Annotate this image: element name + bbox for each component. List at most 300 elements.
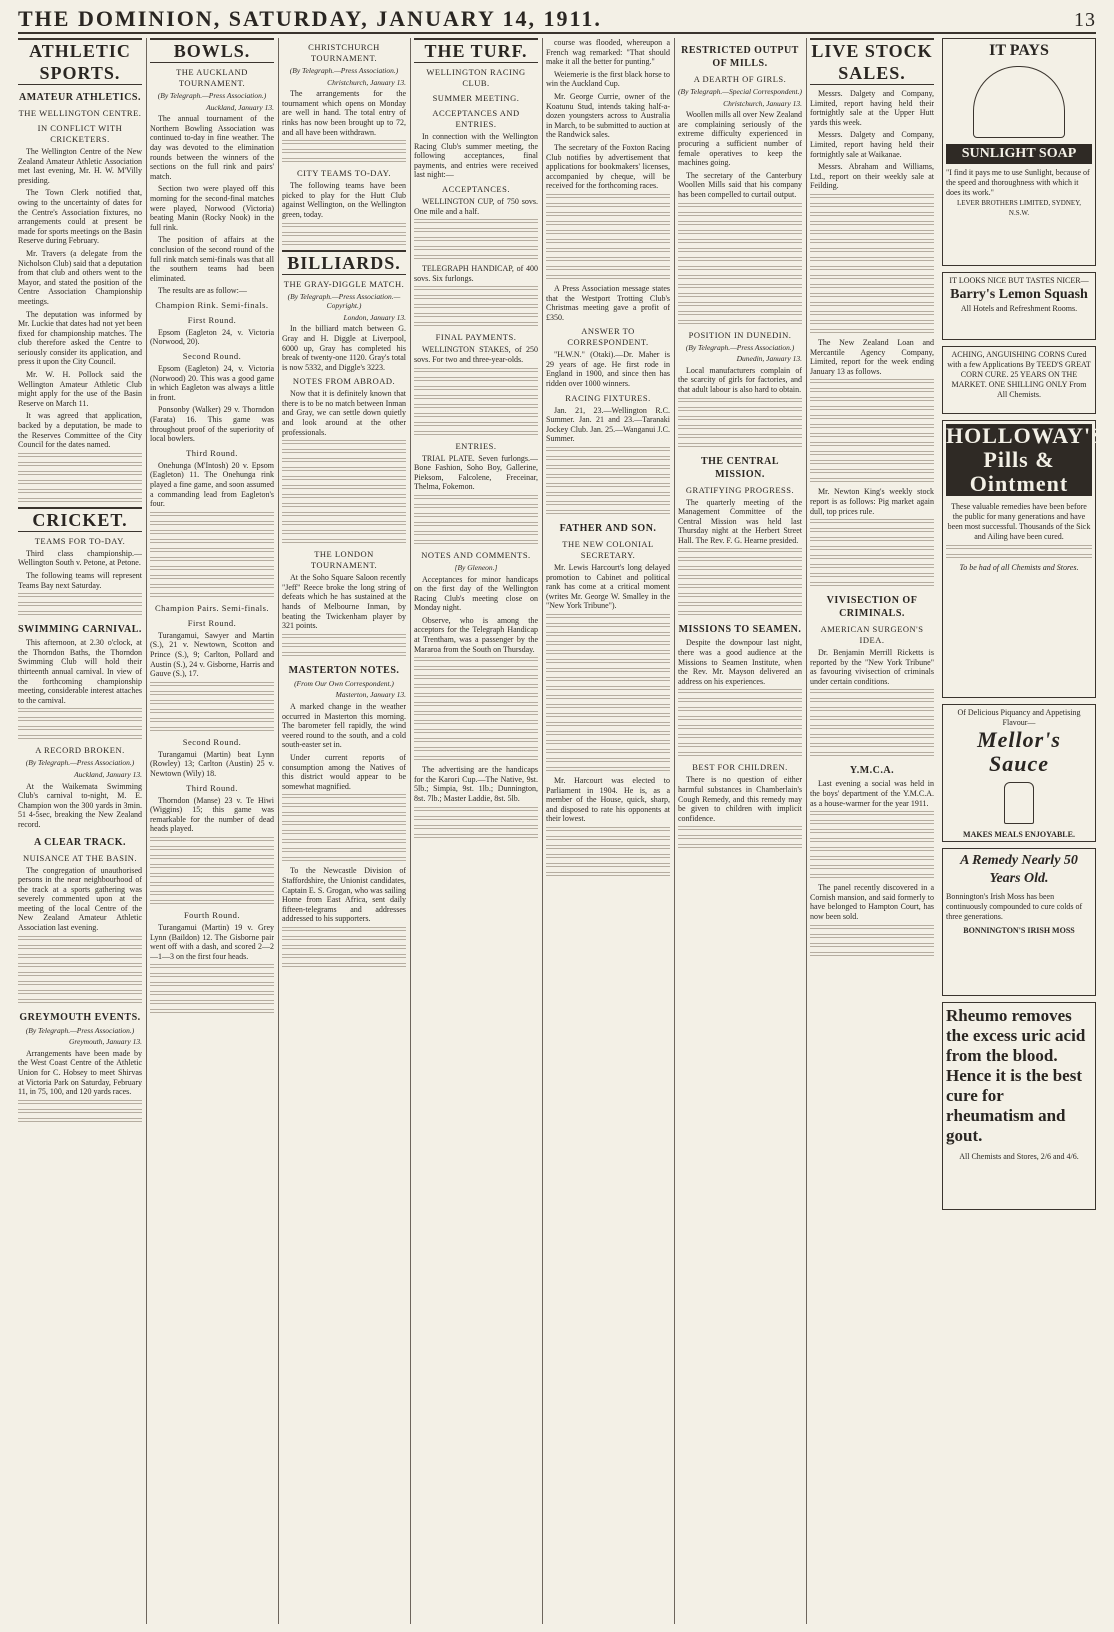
illegible-text [18, 717, 142, 723]
illegible-text [282, 149, 406, 155]
illegible-text [810, 752, 934, 758]
illegible-text [810, 564, 934, 570]
sub-headline: First Round. [187, 314, 237, 325]
paragraph: Onehunga (M'Intosh) 20 v. Epsom (Eagleton) 11. The Onehunga rink played a fine game, and soon assumed a commanding lead from Eagleton's four. [150, 460, 274, 509]
illegible-text [546, 695, 670, 701]
illegible-text [810, 257, 934, 263]
illegible-text [678, 707, 802, 713]
illegible-text [546, 836, 670, 842]
illegible-text [810, 388, 934, 394]
illegible-text [546, 230, 670, 236]
illegible-text [546, 650, 670, 656]
illegible-text [678, 835, 802, 841]
paragraph: Mr. Harcourt was elected to Parliament in 1904. He is, as a member of the House, quick, sharp, and disposed to rate his opponents at their lowest. [546, 776, 670, 824]
paragraph: The advertising are the handicaps for the Karori Cup.—The Native, 9st. 5lb.; Simpia, 9st. 1lb.; Dunnington, 8st. 7lb.; Master Laddie, 8st. 5lb. [414, 765, 538, 804]
illegible-text [546, 659, 670, 665]
illegible-text [810, 734, 934, 740]
illegible-text [678, 230, 802, 236]
illegible-text [282, 821, 406, 827]
illegible-text [282, 530, 406, 536]
section-heading: ATHLETIC SPORTS. [18, 38, 142, 85]
byline: (By Telegraph.—Press Association.) [157, 91, 267, 100]
paragraph: Mr. Lewis Harcourt's long delayed promotion to Cabinet and political rank has come at a critical moment (writes Mr. George W. Smalley in the "New York Tribune"). [546, 563, 670, 611]
illegible-text [810, 379, 934, 385]
illegible-text [150, 891, 274, 897]
illegible-text [546, 845, 670, 851]
illegible-text [18, 726, 142, 732]
illegible-text [150, 718, 274, 724]
illegible-text [810, 874, 934, 880]
paragraph: Messrs. Dalgety and Company, Limited, report having held their fortnightly sale at the Upper Hutt yards this week. [810, 89, 934, 127]
paragraph: Woollen mills all over New Zealand are complaining seriously of the extreme difficulty experienced in procuring a sufficient number of female operatives to keep the machines going. [678, 110, 802, 168]
illegible-text [546, 465, 670, 471]
sub-headline: A DEARTH OF GIRLS. [693, 74, 787, 84]
sub-headline: FINAL PAYMENTS. [435, 332, 517, 343]
section-heading: THE TURF. [414, 38, 538, 63]
illegible-text [414, 657, 538, 663]
illegible-text [414, 237, 538, 243]
illegible-text [546, 248, 670, 254]
sub-headline: RACING FIXTURES. [565, 392, 651, 403]
sub-headline: THE NEW COLONIAL SECRETARY. [562, 539, 654, 561]
illegible-text [678, 602, 802, 608]
column-rule [410, 38, 411, 1624]
sub-headline: BEST FOR CHILDREN. [692, 762, 788, 773]
illegible-text [810, 329, 934, 335]
sub-headline: ACCEPTANCES. [442, 183, 510, 194]
sunlight-ad-quote: "I find it pays me to use Sunlight, because of the speed and thoroughness with which it does its work." [946, 168, 1090, 197]
byline: (By Telegraph.—Special Correspondent.) [678, 87, 802, 96]
illegible-text [18, 1100, 142, 1106]
holloway-ad-brand: HOLLOWAY'S Pills & Ointment [946, 423, 1105, 496]
illegible-text [150, 900, 274, 906]
illegible-text [546, 501, 670, 507]
illegible-text [282, 848, 406, 854]
illegible-text [282, 232, 406, 238]
sub-headline: THE GRAY-DIGGLE MATCH. [283, 278, 405, 289]
paragraph: Mr. W. H. Pollock said the Wellington Amateur Athletic Club might apply for the use of the Basin Reserve on March 11. [18, 370, 142, 408]
lemon-ad-brand: Barry's Lemon Squash [950, 287, 1088, 302]
illegible-text [546, 194, 670, 200]
illegible-text [414, 413, 538, 419]
holloway-ad-text: These valuable remedies have been before the public for many generations and have been most successful. Thousands of the Sick and Ailing have been cured. [947, 502, 1091, 541]
illegible-text [810, 698, 934, 704]
illegible-text [414, 304, 538, 310]
illegible-text [282, 449, 406, 455]
illegible-text [282, 485, 406, 491]
illegible-text [282, 945, 406, 951]
paragraph: Arrangements have been made by the West Coast Centre of the Athletic Union for C. Hobsey to meet Shirvas at Victoria Park on Saturday, February 11, in 75, 100, and 120 yards races. [18, 1048, 142, 1097]
sub-headline: Fourth Round. [183, 909, 241, 920]
illegible-text [18, 593, 142, 599]
illegible-text [546, 239, 670, 245]
sunlight-ad [942, 38, 1096, 266]
illegible-text [546, 456, 670, 462]
illegible-text [546, 632, 670, 638]
illegible-text [810, 582, 934, 588]
illegible-text [150, 521, 274, 527]
paragraph: TRIAL PLATE. Seven furlongs.—Bone Fashion, Soho Boy, Gallerine, Pieksom, Falcolene, Freceinar, Thelma, Fokemon. [414, 453, 538, 492]
article-headline: SWIMMING CARNIVAL. [18, 624, 142, 636]
illegible-text [414, 228, 538, 234]
dateline: Christchurch, January 13. [723, 98, 802, 108]
ads-column [942, 38, 1105, 1216]
illegible-text [678, 416, 802, 422]
irish-moss-ad [942, 848, 1096, 996]
illegible-text [678, 689, 802, 695]
illegible-text [546, 266, 670, 272]
column-rule [806, 38, 807, 1624]
paragraph: Ponsonby (Walker) 29 v. Thorndon (Farata) 16. This game was throughout proof of the superiority of local bowlers. [150, 405, 274, 444]
illegible-text [546, 275, 670, 281]
paragraph: Mr. George Currie, owner of the Koatunu Stud, intends taking half-a-dozen youngsters across to Australia in March, to be submitted to auction at the Randwick sales. [546, 91, 670, 140]
illegible-text [678, 557, 802, 563]
byline: (By Telegraph.—Press Association.) [25, 758, 135, 768]
sub-headline: Third Round. [186, 782, 238, 793]
paragraph: A marked change in the weather occurred in Masterton this morning. The barometer fell rapidly, the wind veered round to the south, and a cold south-easter set in. [282, 702, 406, 750]
illegible-text [546, 686, 670, 692]
article-headline: A CLEAR TRACK. [33, 836, 127, 848]
illegible-text [810, 460, 934, 466]
illegible-text [678, 239, 802, 245]
illegible-text [810, 519, 934, 525]
illegible-text [18, 954, 142, 960]
illegible-text [282, 158, 406, 164]
illegible-text [282, 458, 406, 464]
woman-illustration [973, 66, 1065, 138]
illegible-text [678, 266, 802, 272]
illegible-text [546, 704, 670, 710]
illegible-text [810, 838, 934, 844]
lemon-ad-top: IT LOOKS NICE BUT TASTES NICER— [949, 276, 1089, 285]
illegible-text [414, 540, 538, 546]
illegible-text [678, 221, 802, 227]
paragraph: At the Waikemata Swimming Club's carnival to-night, M. E. Champion won the 300 yards in 3min. 51 4-5sec, breaking the New Zealand record. [18, 781, 142, 829]
bottle-illustration [1004, 782, 1034, 824]
illegible-text [810, 829, 934, 835]
byline: (By Telegraph.—Press Association.) [289, 66, 399, 75]
illegible-text [18, 981, 142, 987]
illegible-text [546, 758, 670, 764]
dateline: Greymouth, January 13. [68, 1037, 142, 1047]
dateline: Auckland, January 13. [74, 769, 142, 779]
illegible-text [18, 489, 142, 495]
illegible-text [546, 827, 670, 833]
paragraph: To the Newcastle Division of Staffordshire, the Unionist candidates, Captain E. S. Grogan, who was sailing Home from East Africa, sent daily fifteen-telegrams and addresses addressed to his supporters. [282, 866, 406, 924]
lemon-ad-bottom: All Hotels and Refreshment Rooms. [960, 304, 1078, 313]
illegible-text [810, 320, 934, 326]
illegible-text [414, 504, 538, 510]
illegible-text [150, 964, 274, 970]
illegible-text [414, 747, 538, 753]
paragraph: Epsom (Eagleton 24, v. Victoria (Norwood, 20). [150, 327, 274, 347]
column-rule [674, 38, 675, 1624]
illegible-text [282, 936, 406, 942]
illegible-text [414, 368, 538, 374]
sub-headline: NOTES AND COMMENTS. [421, 549, 531, 560]
sunlight-ad-top: IT PAYS [989, 42, 1049, 59]
illegible-text [18, 471, 142, 477]
paragraph: TELEGRAPH HANDICAP, of 400 sovs. Six furlongs. [414, 264, 538, 283]
dateline: Dunedin, January 13. [736, 354, 802, 364]
article-headline: MISSIONS TO SEAMEN. [678, 624, 802, 636]
mellor-ad-bottom: MAKES MEALS ENJOYABLE. [963, 830, 1075, 839]
illegible-text [414, 693, 538, 699]
paragraph: WELLINGTON CUP, of 750 sovs. One mile and a half. [414, 196, 538, 216]
sub-headline: Second Round. [182, 351, 242, 362]
illegible-text [18, 972, 142, 978]
illegible-text [678, 248, 802, 254]
illegible-text [546, 668, 670, 674]
paragraph: The annual tournament of the Northern Bowling Association was continued to-day in fine weather. The day was devoted to the elimination rounds between the winners of the sections on the full rink and pairs' match. [150, 114, 274, 181]
paragraph: The position of affairs at the conclusion of the second round of the full rink match semi-finals was that all the southern teams had been eliminated. [150, 235, 274, 283]
illegible-text [282, 954, 406, 960]
illegible-text [546, 872, 670, 878]
illegible-text [810, 424, 934, 430]
illegible-text [414, 807, 538, 813]
illegible-text [150, 1009, 274, 1015]
illegible-text [282, 652, 406, 658]
illegible-text [18, 602, 142, 608]
section-heading: CRICKET. [18, 507, 142, 532]
page-number: 13 [1074, 9, 1096, 31]
sub-headline: ACCEPTANCES AND ENTRIES. [432, 108, 520, 129]
illegible-text [282, 503, 406, 509]
illegible-text [282, 812, 406, 818]
illegible-text [150, 727, 274, 733]
sunlight-ad-brand: SUNLIGHT SOAP [946, 144, 1092, 164]
illegible-text [414, 666, 538, 672]
illegible-text [282, 634, 406, 640]
columns [18, 38, 1105, 1624]
illegible-text [810, 230, 934, 236]
dateline: Auckland, January 13. [206, 102, 274, 112]
rheumo-ad-tail: All Chemists and Stores, 2/6 and 4/6. [959, 1152, 1079, 1161]
illegible-text [18, 1118, 142, 1124]
column-rule [146, 38, 147, 1624]
paragraph: The deputation was informed by Mr. Luckie that dates had not yet been fixed for championship matches. The club therefore asked the Centre to seriously consider its application, and press it upon the City Council. [18, 309, 142, 367]
illegible-text [414, 404, 538, 410]
illegible-text [810, 725, 934, 731]
mellor-ad-brand: Mellor's Sauce [977, 727, 1061, 776]
illegible-text [678, 434, 802, 440]
paragraph: The secretary of the Canterbury Woollen Mills said that his company has been compelled to curtail output. [678, 170, 802, 199]
illegible-text [282, 494, 406, 500]
sub-headline: GRATIFYING PROGRESS. [685, 484, 795, 495]
illegible-text [678, 826, 802, 832]
illegible-text [546, 713, 670, 719]
sub-headline: ANSWER TO CORRESPONDENT. [567, 326, 649, 348]
paragraph: The following teams will represent Teams Bay next Saturday. [18, 571, 142, 590]
illegible-text [810, 406, 934, 412]
paragraph: Mr. Newton King's weekly stock report is as follows: Pig market again dull, top prices rule. [810, 487, 934, 516]
illegible-text [546, 492, 670, 498]
paragraph: Acceptances for minor handicaps on the first day of the Wellington Racing Club's meeting close on Monday night. [414, 574, 538, 613]
illegible-text [414, 219, 538, 225]
byline: (By Telegraph.—Press Association.—Copyright.) [287, 291, 401, 311]
paragraph: "H.W.N." (Otaki).—Dr. Maher is 29 years of age. He first rode in England in 1900, and since then has ridden over 1000 winners. [546, 350, 670, 389]
illegible-text [282, 512, 406, 518]
column-3 [282, 38, 406, 1624]
illegible-text [678, 611, 802, 617]
sub-headline: AMERICAN SURGEON'S IDEA. [820, 624, 924, 646]
paragraph: Observe, who is among the acceptors for the Telegraph Handicap at Trentham, was a passenger by the Mararoa from the South on Thursday. [414, 615, 538, 654]
illegible-text [150, 991, 274, 997]
illegible-text [18, 498, 142, 504]
paragraph: The arrangements for the tournament which opens on Monday are well in hand. The total entry of rinks has now been brought up to 72, and all have been withdrawn. [282, 89, 406, 137]
illegible-text [810, 203, 934, 209]
column-4 [414, 38, 538, 1624]
illegible-text [546, 203, 670, 209]
column-rule [542, 38, 543, 1624]
byline: [By Gleneon.] [454, 562, 498, 572]
illegible-text [678, 548, 802, 554]
illegible-text [678, 734, 802, 740]
illegible-text [150, 593, 274, 599]
paragraph: WELLINGTON STAKES, of 250 sovs. For two and three-year-olds. [414, 345, 538, 364]
lemon-squash-ad [942, 272, 1096, 340]
illegible-text [282, 140, 406, 146]
illegible-text [810, 433, 934, 439]
section-heading: BILLIARDS. [282, 250, 406, 275]
illegible-text [546, 221, 670, 227]
illegible-text [414, 816, 538, 822]
dateline: Masterton, January 13. [335, 690, 406, 700]
illegible-text [414, 834, 538, 840]
sub-headline: Champion Rink. Semi-finals. [155, 299, 269, 310]
illegible-text [546, 722, 670, 728]
illegible-text [810, 248, 934, 254]
illegible-text [810, 266, 934, 272]
paragraph: In connection with the Wellington Racing Club's summer meeting, the following acceptances, final payments, and entries were received last night:— [414, 132, 538, 180]
illegible-text [546, 212, 670, 218]
illegible-text [810, 925, 934, 931]
illegible-text [810, 820, 934, 826]
article-headline: MASTERTON NOTES. [288, 664, 400, 676]
illegible-text [282, 927, 406, 933]
illegible-text [282, 467, 406, 473]
sub-headline: POSITION IN DUNEDIN. [688, 329, 792, 340]
illegible-text [678, 212, 802, 218]
illegible-text [414, 377, 538, 383]
paragraph: Now that it is definitely known that there is to be no match between Inman and Gray, we can settle down quietly and look around at the other professionals. [282, 389, 406, 437]
sunlight-ad-maker: LEVER BROTHERS LIMITED, SYDNEY, N.S.W. [956, 199, 1082, 217]
illegible-text [18, 453, 142, 459]
illegible-text [414, 313, 538, 319]
illegible-text [678, 844, 802, 850]
illegible-text [810, 212, 934, 218]
illegible-text [810, 311, 934, 317]
illegible-text [150, 973, 274, 979]
illegible-text [810, 865, 934, 871]
illegible-text [150, 882, 274, 888]
mellor-sauce-ad [942, 704, 1096, 842]
illegible-text [810, 811, 934, 817]
illegible-text [810, 275, 934, 281]
illegible-text [546, 483, 670, 489]
paragraph: At the Soho Square Saloon recently "Jeff" Reece broke the long string of defeats which he has sustained at the hands of Melbourne Inman, by beating the Twickenham player by 321 points. [282, 573, 406, 631]
illegible-text [678, 593, 802, 599]
section-heading: LIVE STOCK SALES. [810, 38, 934, 85]
byline: (By Telegraph.—Press Association.) [25, 1025, 135, 1035]
dateline: London, January 13. [343, 312, 406, 322]
article-headline: AMATEUR ATHLETICS. [19, 92, 141, 103]
illegible-text [414, 522, 538, 528]
article-headline: RESTRICTED OUTPUT OF MILLS. [681, 45, 799, 69]
illegible-text [414, 246, 538, 252]
sub-headline: Third Round. [186, 447, 238, 458]
paragraph: In the billiard match between G. Gray and H. Diggle at Liverpool, 6000 up, Gray has completed his break of twenty-one 1120. Gray's total is now 5332, and Diggle's 3223. [282, 324, 406, 372]
illegible-text [150, 512, 274, 518]
paragraph: The quarterly meeting of the Management Committee of the Central Mission was held last Thursday night at the Herbert Street Hall. The Rev. F. G. Hearne presided. [678, 497, 802, 545]
sub-headline: THE AUCKLAND TOURNAMENT. [176, 67, 248, 88]
ad-fine-print [946, 545, 1092, 551]
illegible-text [810, 302, 934, 308]
illegible-text [150, 575, 274, 581]
paragraph: Last evening a social was held in the boys' department of the Y.M.C.A. as a house-warmer for the year 1911. [810, 779, 934, 808]
illegible-text [678, 566, 802, 572]
illegible-text [282, 794, 406, 800]
paragraph: Turangamui (Martin) beat Lynn (Rowley) 13; Carlton (Austin) 25 v. Newtown (Wily) 18. [150, 749, 274, 778]
illegible-text [414, 255, 538, 261]
sub-headline: TEAMS FOR TO-DAY. [34, 535, 126, 546]
illegible-text [282, 241, 406, 247]
column-rule [278, 38, 279, 1624]
holloway-ad [942, 420, 1105, 698]
illegible-text [18, 963, 142, 969]
sub-headline: Champion Pairs. Semi-finals. [154, 602, 270, 613]
paragraph: The panel recently discovered in a Cornish mansion, and said formerly to have belonged to Hampton Court, has now been sold. [810, 883, 934, 922]
illegible-text [810, 415, 934, 421]
illegible-text [414, 295, 538, 301]
remedy-ad-title: A Remedy Nearly 50 Years Old. [960, 853, 1078, 886]
illegible-text [150, 982, 274, 988]
illegible-text [414, 322, 538, 328]
sub-headline: WELLINGTON RACING CLUB. [426, 67, 526, 88]
illegible-text [810, 537, 934, 543]
illegible-text [414, 531, 538, 537]
paragraph: It was agreed that application, backed by a deputation, be made to the Reserves Committee of the City Council for the dates named. [18, 411, 142, 450]
masthead [18, 4, 1096, 34]
sub-headline: THE WELLINGTON CENTRE. [18, 108, 142, 118]
illegible-text [546, 447, 670, 453]
column-6 [678, 38, 802, 1624]
illegible-text [150, 584, 274, 590]
column-1 [18, 38, 142, 1624]
illegible-text [810, 934, 934, 940]
illegible-text [282, 857, 406, 863]
illegible-text [810, 194, 934, 200]
illegible-text [150, 873, 274, 879]
paragraph: The Town Clerk notified that, owing to the uncertainty of dates for the Centre's Association fixtures, no arrangements could at present be made for sports meetings on the Basin Reserve during February. [18, 188, 142, 246]
sub-headline: IN CONFLICT WITH CRICKETERS. [37, 123, 123, 144]
illegible-text [546, 474, 670, 480]
sub-headline: CHRISTCHURCH TOURNAMENT. [308, 42, 380, 63]
paragraph: The results are as follow:— [158, 286, 247, 296]
holloway-ad-tail: To be had of all Chemists and Stores. [959, 563, 1079, 572]
sub-headline: A RECORD BROKEN. [35, 745, 125, 756]
illegible-text [810, 707, 934, 713]
illegible-text [810, 469, 934, 475]
illegible-text [414, 756, 538, 762]
illegible-text [18, 999, 142, 1005]
paragraph: Third class championship.—Wellington South v. Petone, at Petone. [18, 548, 142, 568]
illegible-text [810, 943, 934, 949]
illegible-text [810, 689, 934, 695]
illegible-text [810, 478, 934, 484]
paragraph: Turangamui, Sawyer and Martin (S.), 21 v. Newtown, Scotton and Prince (S.), 9; Carlton, Pollard and Austin (S.), 24 v. Gisborne, Harris and Gauve (S.), 17. [150, 630, 274, 679]
illegible-text [150, 566, 274, 572]
